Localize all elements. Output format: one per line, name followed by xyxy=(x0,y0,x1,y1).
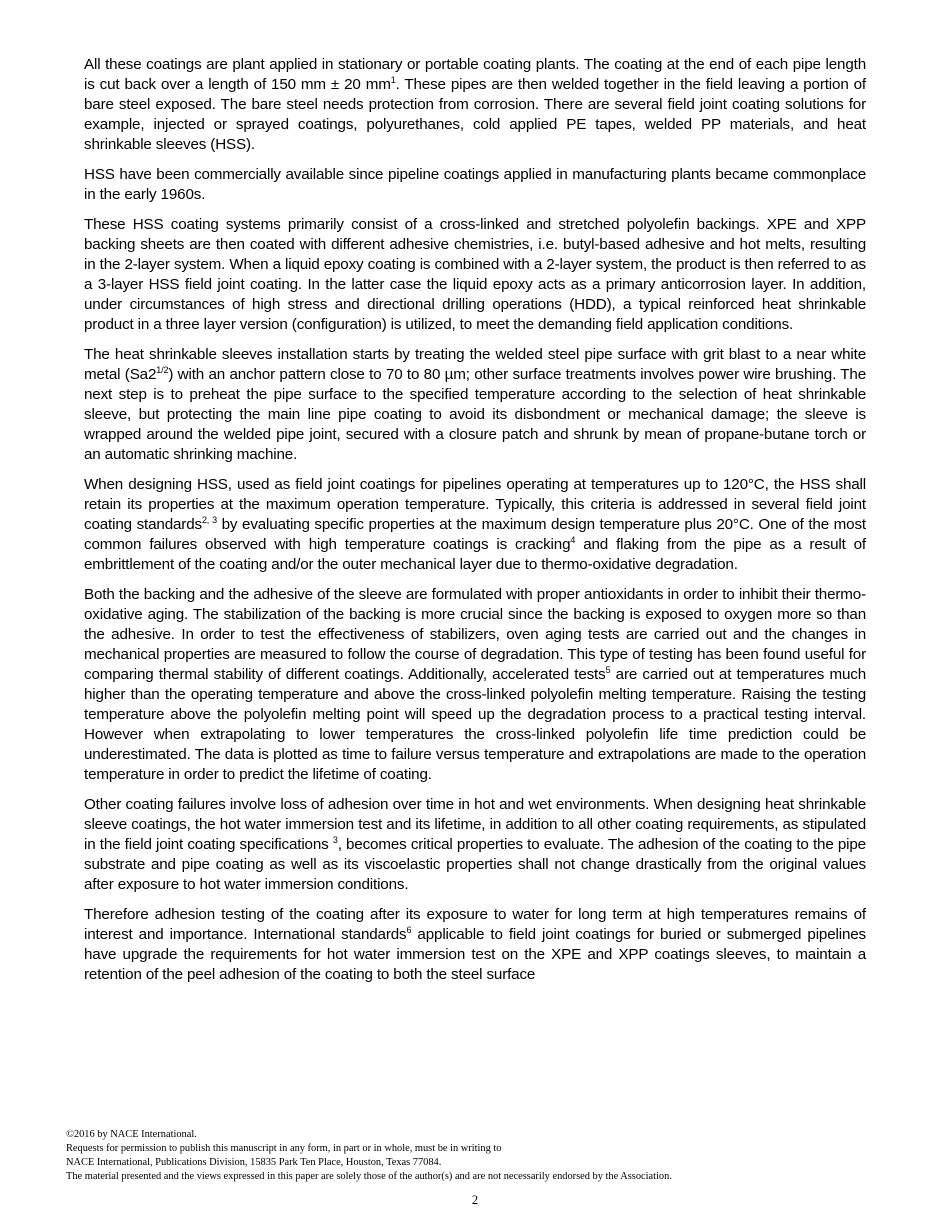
superscript: 1/2 xyxy=(156,365,169,375)
page-number: 2 xyxy=(471,1193,479,1207)
paragraph-hss-history xyxy=(84,165,866,205)
paragraph-text: The heat shrinkable sleeves installation starts by treating the welded steel pipe surface with grit blast to a near white metal (Sa2 xyxy=(84,346,866,383)
paragraph-text: Therefore adhesion testing of the coating after its exposure to water for long term at high temperatures remains of interest and importance. International standards xyxy=(84,906,866,943)
paragraph-text: . These pipes are then welded together in the field leaving a portion of bare steel exposed. The bare steel needs protection from corrosion. There are several field joint coating solutions for example, injected or sprayed coatings, polyurethanes, cold applied PE tapes, welded PP materials, and heat shrinkable sleeves (HSS). xyxy=(84,76,866,153)
footnote-ref: 6 xyxy=(406,925,412,935)
paragraph-adhesion-failures xyxy=(84,795,866,895)
footnote-ref: 3 xyxy=(332,835,338,845)
paragraph-text: and flaking from the pipe as a result of embrittlement of the coating and/or the outer mechanical layer due to thermo-oxidative degradation. xyxy=(84,536,867,573)
paragraph-text: ) with an anchor pattern close to 70 to 80 µm; other surface treatments involves power wire brushing. The next step is to preheat the pipe surface to the specified temperature according to the selection of heat shrinkable sleeve, but protecting the main line pipe coating to avoid its disbondment or mechanical damage; the sleeve is wrapped around the welded pipe joint, secured with a closure patch and shrunk by mean of propane-butane torch or an automatic shrinking machine. xyxy=(84,366,866,463)
footnote-ref: 4 xyxy=(570,535,576,545)
paragraph-text: When designing HSS, used as field joint coatings for pipelines operating at temperatures up to 120°C, the HSS shall retain its properties at the maximum operation temperature. Typically, this criteria is addressed in several field joint coating standards xyxy=(84,476,866,533)
paragraph-adhesion-testing xyxy=(84,905,866,985)
address-line: NACE International, Publications Division, 15835 Park Ten Place, Houston, Texas 77084. xyxy=(66,1157,442,1168)
paragraph-text: by evaluating specific properties at the maximum design temperature plus 20°C. One of the most common failures observed with high temperature coatings is cracking xyxy=(84,516,866,553)
footnote-ref: 5 xyxy=(605,665,611,675)
paragraph-text: All these coatings are plant applied in stationary or portable coating plants. The coating at the end of each pipe length is cut back over a length of 150 mm ± 20 mm xyxy=(84,56,866,93)
disclaimer-line: The material presented and the views expressed in this paper are solely those of the author(s) and are not necessarily endorsed by the Association. xyxy=(66,1171,672,1182)
paragraph-field-joint-intro xyxy=(84,55,866,155)
permission-line: Requests for permission to publish this manuscript in any form, in part or in whole, must be in writing to xyxy=(66,1143,502,1154)
paragraph-installation xyxy=(84,345,866,465)
paragraph-text: Both the backing and the adhesive of the sleeve are formulated with proper antioxidants in order to inhibit their thermo-oxidative aging. The stabilization of the backing is more crucial since the backing is exposed to oxygen more so than the adhesive. In order to test the effectiveness of stabilizers, oven aging tests are carried out and the changes in mechanical properties are measured to follow the course of degradation. This type of testing has been found useful for comparing thermal stability of different coatings. Additionally, accelerated tests xyxy=(84,586,866,683)
document-body xyxy=(84,55,866,995)
copyright-line: ©2016 by NACE International. xyxy=(66,1129,197,1140)
paragraph-text: are carried out at temperatures much higher than the operating temperature and above the cross-linked polyolefin melting temperature. Raising the testing temperature above the polyolefin melting point will speed up the degradation process to a practical testing interval. However when extrapolating to lower temperatures the cross-linked polyolefin life time prediction could be underestimated. The data is plotted as time to failure versus temperature and extrapolations are made to the operation temperature in order to predict the lifetime of coating. xyxy=(84,666,866,783)
paragraph-text: HSS have been commercially available since pipeline coatings applied in manufacturing plants became commonplace in the early 1960s. xyxy=(84,166,866,203)
paragraph-design-temperature xyxy=(84,475,866,575)
footnote-ref: 2, 3 xyxy=(201,515,217,525)
paragraph-text: applicable to field joint coatings for buried or submerged pipelines have upgrade the requirements for hot water immersion test on the XPE and XPP coatings sleeves, to maintain a retention of the peel adhesion of the coating to both the steel surface xyxy=(84,926,867,983)
paragraph-text: Other coating failures involve loss of adhesion over time in hot and wet environments. When designing heat shrinkable sleeve coatings, the hot water immersion test and its lifetime, in addition to all other coating requirements, as stipulated in the field joint coating specifications xyxy=(84,796,866,853)
paragraph-text: , becomes critical properties to evaluate. The adhesion of the coating to the pipe substrate and pipe coating as well as its viscoelastic properties shall not change drastically from the original values after exposure to hot water immersion conditions. xyxy=(84,836,866,893)
paragraph-text: These HSS coating systems primarily consist of a cross-linked and stretched polyolefin backings. XPE and XPP backing sheets are then coated with different adhesive chemistries, i.e. butyl-based adhesive and hot melts, resulting in the 2-layer system. When a liquid epoxy coating is combined with a 2-layer system, the product is then referred to as a 3-layer HSS field joint coating. In the latter case the liquid epoxy acts as a primary anticorrosion layer. In addition, under circumstances of high stress and directional drilling operations (HDD), a typical reinforced heat shrinkable product in a three layer version (configuration) is utilized, to meet the demanding field application conditions. xyxy=(84,216,866,333)
copyright-footer xyxy=(66,1128,886,1184)
footnote-ref: 1 xyxy=(390,75,396,85)
paragraph-hss-systems xyxy=(84,215,866,335)
paragraph-antioxidants xyxy=(84,585,866,785)
